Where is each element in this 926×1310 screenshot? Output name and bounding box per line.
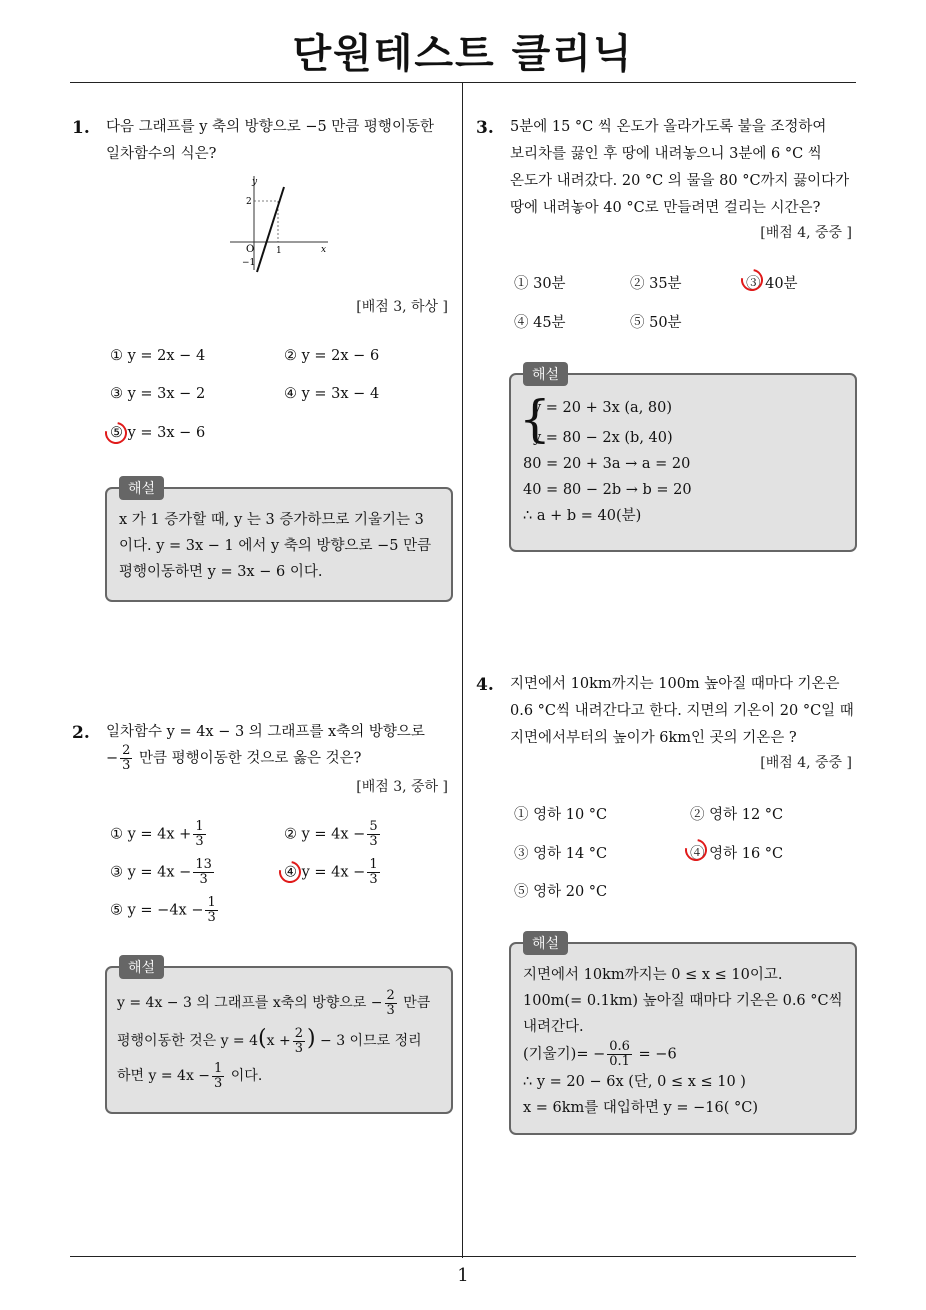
fraction-numerator: 1 xyxy=(214,1060,223,1076)
fraction-denominator: 3 xyxy=(122,758,131,773)
option-text: ② y = 4x − xyxy=(284,826,366,843)
fraction-denominator: 3 xyxy=(294,1040,303,1056)
solution-line: ∴ a + b = 40(분) xyxy=(523,508,642,524)
fraction-denominator: 3 xyxy=(369,834,378,849)
column-divider xyxy=(462,83,463,1258)
fraction-denominator: 3 xyxy=(214,1075,223,1091)
fraction xyxy=(293,1027,305,1056)
answer-option[interactable]: ② y = 2x − 6 xyxy=(284,348,380,364)
fraction-numerator: 2 xyxy=(386,987,395,1003)
fraction-denominator: 3 xyxy=(369,872,378,887)
answer-option[interactable]: ③ y = 3x − 2 xyxy=(110,386,206,402)
solution-box xyxy=(509,373,857,552)
answer-option[interactable]: ④ 45분 xyxy=(514,315,566,331)
answer-option[interactable]: ② 영하 12 °C xyxy=(690,807,784,823)
page-number: 1 xyxy=(457,1265,469,1286)
question-text-line: 지면에서부터의 높이가 6km인 곳의 기온은 ? xyxy=(510,730,797,746)
paren: ) xyxy=(306,1026,316,1051)
fraction xyxy=(367,858,379,887)
option-text: ④ y = 4x − xyxy=(284,864,366,881)
text: = −6 xyxy=(638,1046,677,1063)
score-info: [배점 3, 중하 ] xyxy=(356,779,448,795)
fraction xyxy=(193,820,205,849)
answer-option[interactable]: ① y = 2x − 4 xyxy=(110,348,206,364)
text: − 3 이므로 정리 xyxy=(320,1033,422,1049)
text: − xyxy=(106,750,119,767)
solution-line: 80 = 20 + 3a → a = 20 xyxy=(523,456,691,472)
fraction xyxy=(120,744,132,773)
answer-option[interactable]: ③ 40분 xyxy=(746,276,798,292)
solution-line xyxy=(117,1059,441,1094)
question-text-line: 다음 그래프를 y 축의 방향으로 −5 만큼 평행이동한 xyxy=(106,119,434,135)
fraction xyxy=(607,1040,632,1069)
fraction-denominator: 3 xyxy=(195,834,204,849)
fraction-numerator: 5 xyxy=(369,819,378,834)
answer-option[interactable] xyxy=(110,858,216,887)
fraction-numerator: 2 xyxy=(122,743,131,758)
answer-option[interactable]: ⑤ 영하 20 °C xyxy=(514,884,608,900)
fraction-denominator: 0.1 xyxy=(609,1054,630,1069)
solution-line: 지면에서 10km까지는 0 ≤ x ≤ 10이고. xyxy=(523,967,783,983)
solution-label: 해설 xyxy=(523,931,568,955)
question-text-line: 보리차를 끓인 후 땅에 내려놓으니 3분에 6 °C 씩 xyxy=(510,146,822,162)
graph-tick-label: 2 xyxy=(246,197,252,207)
fraction-numerator: 2 xyxy=(294,1025,303,1041)
solution-line: 100m(= 0.1km) 높아질 때마다 기온은 0.6 °C씩 xyxy=(523,993,843,1009)
question-text xyxy=(106,114,434,168)
graph-tick-label: −1 xyxy=(242,258,256,268)
question-text-line: 0.6 °C씩 내려간다고 한다. 지면의 기온이 20 °C일 때 xyxy=(510,703,854,719)
header-divider xyxy=(70,82,856,83)
question-number: 1. xyxy=(72,118,90,138)
fraction-numerator: 0.6 xyxy=(609,1039,630,1054)
graph-x-label: x xyxy=(321,245,327,255)
question-text-line xyxy=(106,744,361,773)
solution-line: x = 6km를 대입하면 y = −16( °C) xyxy=(523,1100,758,1116)
solution-line xyxy=(523,1040,843,1069)
text: 만큼 평행이동한 것으로 옳은 것은? xyxy=(139,750,362,767)
solution-line: 40 = 80 − 2b → b = 20 xyxy=(523,482,692,498)
question-text-line: 일차함수 y = 4x − 3 의 그래프를 x축의 방향으로 xyxy=(106,724,425,740)
graph-tick-label: 1 xyxy=(276,246,282,256)
fraction xyxy=(385,989,397,1018)
answer-option[interactable]: ⑤ 50분 xyxy=(630,315,682,331)
system-brace: { xyxy=(519,390,551,448)
text: 만큼 xyxy=(403,995,431,1011)
question-number: 2. xyxy=(72,723,90,743)
text: 이다. xyxy=(230,1068,263,1084)
solution-line: y = 20 + 3x (a, 80) xyxy=(533,400,673,416)
solution-label: 해설 xyxy=(119,476,164,500)
solution-label: 해설 xyxy=(523,362,568,386)
question-text-line: 땅에 내려놓아 40 °C로 만들려면 걸리는 시간은? xyxy=(510,200,821,216)
question-text-line: 5분에 15 °C 씩 온도가 올라가도록 불을 조정하여 xyxy=(510,119,827,135)
solution-line xyxy=(117,1021,441,1059)
text: 하면 y = 4x − xyxy=(117,1068,211,1084)
question-text-line: 온도가 내려갔다. 20 °C 의 물을 80 °C까지 끓이다가 xyxy=(510,173,850,189)
text: y = 4x − 3 의 그래프를 x축의 방향으로 − xyxy=(117,995,383,1011)
answer-option[interactable] xyxy=(110,896,220,925)
answer-option[interactable]: ② 35분 xyxy=(630,276,682,292)
fraction xyxy=(212,1062,224,1091)
option-text: ① y = 4x + xyxy=(110,826,192,843)
question-text xyxy=(510,114,849,222)
answer-mark-circle xyxy=(101,418,132,449)
text: 평행이동한 것은 y = 4 xyxy=(117,1033,259,1049)
text: (기울기)= − xyxy=(523,1046,606,1063)
function-graph xyxy=(226,170,336,275)
solution-line: ∴ y = 20 − 6x (단, 0 ≤ x ≤ 10 ) xyxy=(523,1074,746,1090)
solution-line: 내려간다. xyxy=(523,1019,584,1035)
answer-option[interactable]: ① 30분 xyxy=(514,276,566,292)
equation-system xyxy=(519,390,843,451)
answer-option[interactable] xyxy=(110,820,208,849)
fraction-numerator: 1 xyxy=(369,857,378,872)
question-text-line: 지면에서 10km까지는 100m 높아질 때마다 기온은 xyxy=(510,676,840,692)
solution-line: y = 80 − 2x (b, 40) xyxy=(533,430,673,446)
solution-box xyxy=(105,487,453,602)
answer-option[interactable]: ⑤ y = 3x − 6 xyxy=(110,425,206,441)
solution-line: 평행이동하면 y = 3x − 6 이다. xyxy=(119,564,323,580)
score-info: [배점 4, 중중 ] xyxy=(760,225,852,241)
text: x + xyxy=(266,1033,291,1049)
fraction xyxy=(205,896,217,925)
fraction-numerator: 1 xyxy=(207,895,216,910)
graph-y-label: y xyxy=(252,177,258,187)
paren: ( xyxy=(258,1026,267,1051)
fraction-numerator: 1 xyxy=(195,819,204,834)
fraction xyxy=(367,820,379,849)
question-text xyxy=(510,671,854,752)
answer-option[interactable]: ④ y = 3x − 4 xyxy=(284,386,380,402)
fraction-denominator: 3 xyxy=(207,910,216,925)
solution-line: 이다. y = 3x − 1 에서 y 축의 방향으로 −5 만큼 xyxy=(119,538,432,554)
fraction-denominator: 3 xyxy=(199,872,208,887)
score-info: [배점 3, 하상 ] xyxy=(356,299,448,315)
score-info: [배점 4, 중중 ] xyxy=(760,755,852,771)
solution-box xyxy=(105,966,453,1114)
option-text: ⑤ y = −4x − xyxy=(110,902,204,919)
answer-option[interactable]: ④ 영하 16 °C xyxy=(690,846,784,862)
answer-option[interactable]: ③ 영하 14 °C xyxy=(514,846,608,862)
footer-divider xyxy=(70,1256,856,1257)
question-text-line: 일차함수의 식은? xyxy=(106,146,217,162)
answer-option[interactable]: ① 영하 10 °C xyxy=(514,807,608,823)
answer-option[interactable] xyxy=(284,820,382,849)
option-text: ③ y = 4x − xyxy=(110,864,192,881)
fraction xyxy=(193,858,214,887)
page-title: 단원테스트 클리닉 xyxy=(292,31,634,77)
solution-label: 해설 xyxy=(119,955,164,979)
fraction-denominator: 3 xyxy=(386,1002,395,1018)
graph-origin-label: O xyxy=(246,244,255,255)
solution-line xyxy=(117,986,441,1021)
question-number: 3. xyxy=(476,118,494,138)
solution-line: x 가 1 증가할 때, y 는 3 증가하므로 기울기는 3 xyxy=(119,512,424,528)
fraction-numerator: 13 xyxy=(195,857,212,872)
solution-box xyxy=(509,942,857,1135)
question-number: 4. xyxy=(476,675,494,695)
